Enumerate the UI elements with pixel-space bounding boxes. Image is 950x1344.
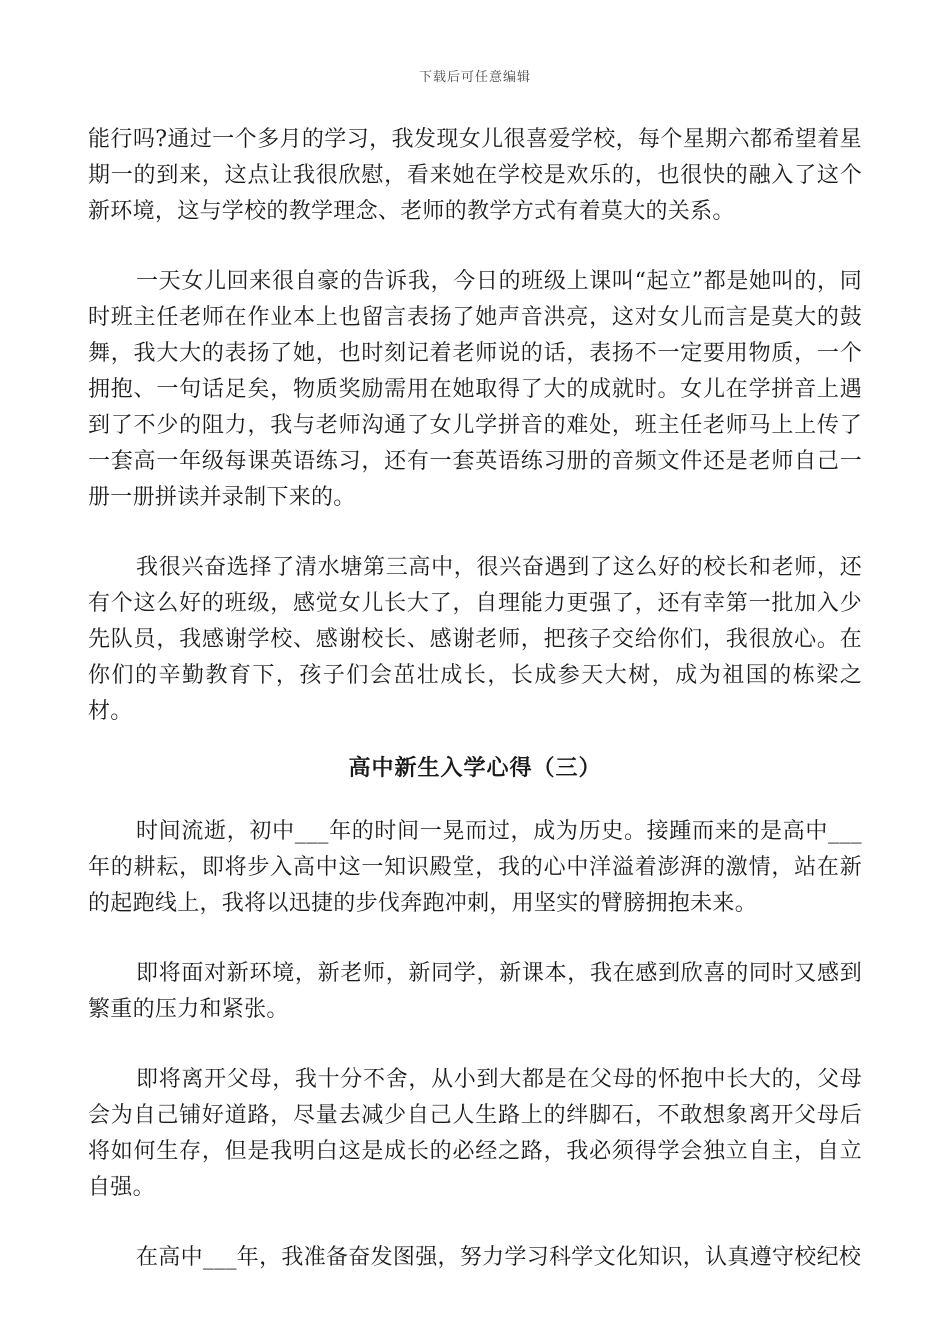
section-paragraph: 即将离开父母，我十分不舍，从小到大都是在父母的怀抱中长大的，父母会为自己铺好道路，尽量去减少自己人生路上的绊脚石，不敢想象离开父母后将如何生存，但是我明白这是成长的必经之路，我必须得学会独立自主，自立自强。 xyxy=(88,1067,862,1200)
section-paragraph: 即将面对新环境，新老师，新同学，新课本，我在感到欣喜的同时又感到繁重的压力和紧张。 xyxy=(88,961,862,1022)
paragraph-continued: 能行吗?通过一个多月的学习，我发现女儿很喜爱学校，每个星期六都希望着星期一的到来，这点让我很欣慰，看来她在学校是欢乐的，也很快的融入了这个新环境，这与学校的教学理念、老师的教学方式有着莫大的关系。 xyxy=(88,127,862,224)
paragraph: 我很兴奋选择了清水塘第三高中，很兴奋遇到了这么好的校长和老师，还有个这么好的班级，感觉女儿长大了，自理能力更强了，还有幸第一批加入少先队员，我感谢学校、感谢校长、感谢老师，把孩子交给你们，我很放心。在你们的辛勤教育下，孩子们会茁壮成长，长成参天大树，成为祖国的栋梁之材。 xyxy=(88,555,862,724)
section-paragraph: 在高中___年，我准备奋发图强，努力学习科学文化知识，认真遵守校纪校 xyxy=(136,1245,862,1270)
section-title: 高中新生入学心得（三） xyxy=(348,755,602,781)
paragraph: 一天女儿回来很自豪的告诉我，今日的班级上课叫“起立”都是她叫的，同时班主任老师在作业本上也留言表扬了她声音洪亮，这对女儿而言是莫大的鼓舞，我大大的表扬了她，也时刻记着老师说的话，表扬不一定要用物质，一个拥抱、一句话足矣，物质奖励需用在她取得了大的成就时。女儿在学拼音上遇到了不少的阻力，我与老师沟通了女儿学拼音的难处，班主任老师马上上传了一套高一年级每课英语练习，还有一套英语练习册的音频文件还是老师自己一册一册拼读并录制下来的。 xyxy=(88,269,862,510)
page-header-note: 下载后可任意编辑 xyxy=(418,70,531,85)
document-body xyxy=(88,122,862,1310)
section-paragraph: 时间流逝，初中___年的时间一晃而过，成为历史。接踵而来的是高中___年的耕耘，即将步入高中这一知识殿堂，我的心中洋溢着澎湃的激情，站在新的起跑线上，我将以迅捷的步伐奔跑冲刺，用坚实的臂膀拥抱未来。 xyxy=(88,819,862,916)
